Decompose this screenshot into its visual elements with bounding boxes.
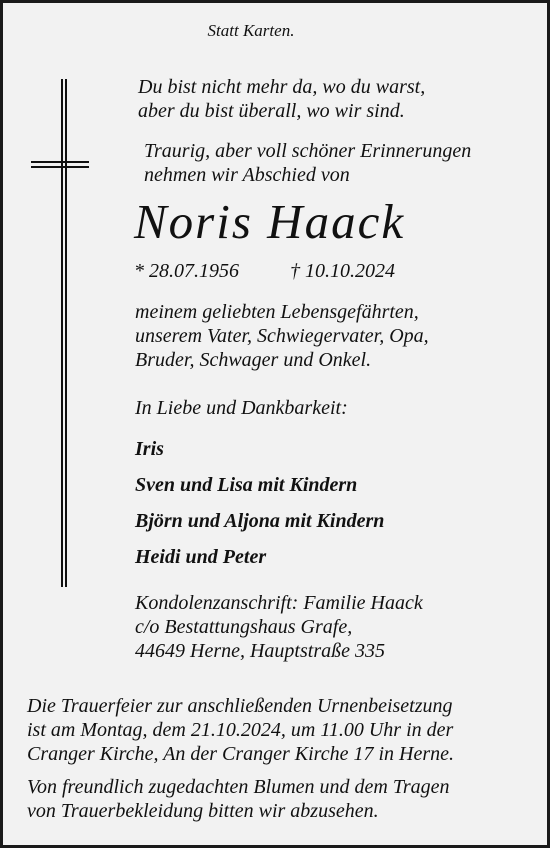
request-line: von Trauerbekleidung bitten wir abzusehen. <box>27 800 379 822</box>
birth-date: * 28.07.1956 <box>134 260 239 282</box>
request-line: Von freundlich zugedachten Blumen und dem Tragen <box>27 776 450 798</box>
relationship-description <box>135 300 429 372</box>
death-date: † 10.10.2024 <box>290 260 395 282</box>
poem-line: aber du bist überall, wo wir sind. <box>138 100 405 122</box>
description-line: meinem geliebten Lebensgefährten, <box>135 301 419 323</box>
life-dates <box>134 259 395 283</box>
condolence-line: Kondolenzanschrift: Familie Haack <box>135 592 423 614</box>
ceremony-line: Die Trauerfeier zur anschließenden Urnenbeisetzung <box>27 695 453 717</box>
condolence-line: 44649 Herne, Hauptstraße 335 <box>135 640 385 662</box>
cross-icon <box>3 3 103 603</box>
intro-line: nehmen wir Abschied von <box>144 164 350 186</box>
family-list <box>135 431 384 575</box>
gratitude-line: In Liebe und Dankbarkeit: <box>135 397 348 419</box>
family-member: Sven und Lisa mit Kindern <box>135 474 358 496</box>
ceremony-line: ist am Montag, dem 21.10.2024, um 11.00 Uhr in der <box>27 719 454 741</box>
family-member: Björn und Aljona mit Kindern <box>135 510 385 532</box>
family-member: Iris <box>135 438 164 460</box>
flowers-request <box>27 775 450 823</box>
description-line: unserem Vater, Schwiegervater, Opa, <box>135 325 429 347</box>
deceased-name: Noris Haack <box>134 194 406 249</box>
family-member: Heidi und Peter <box>135 546 267 568</box>
intro-line: Traurig, aber voll schöner Erinnerungen <box>144 140 472 162</box>
description-line: Bruder, Schwager und Onkel. <box>135 349 372 371</box>
header-text: Statt Karten. <box>207 21 295 40</box>
condolence-address <box>135 591 423 663</box>
ceremony-info <box>27 694 454 766</box>
ceremony-line: Cranger Kirche, An der Cranger Kirche 17 in Herne. <box>27 743 455 765</box>
farewell-intro <box>144 139 471 187</box>
condolence-line: c/o Bestattungshaus Grafe, <box>135 616 353 638</box>
poem <box>138 75 425 123</box>
poem-line: Du bist nicht mehr da, wo du warst, <box>138 76 426 98</box>
